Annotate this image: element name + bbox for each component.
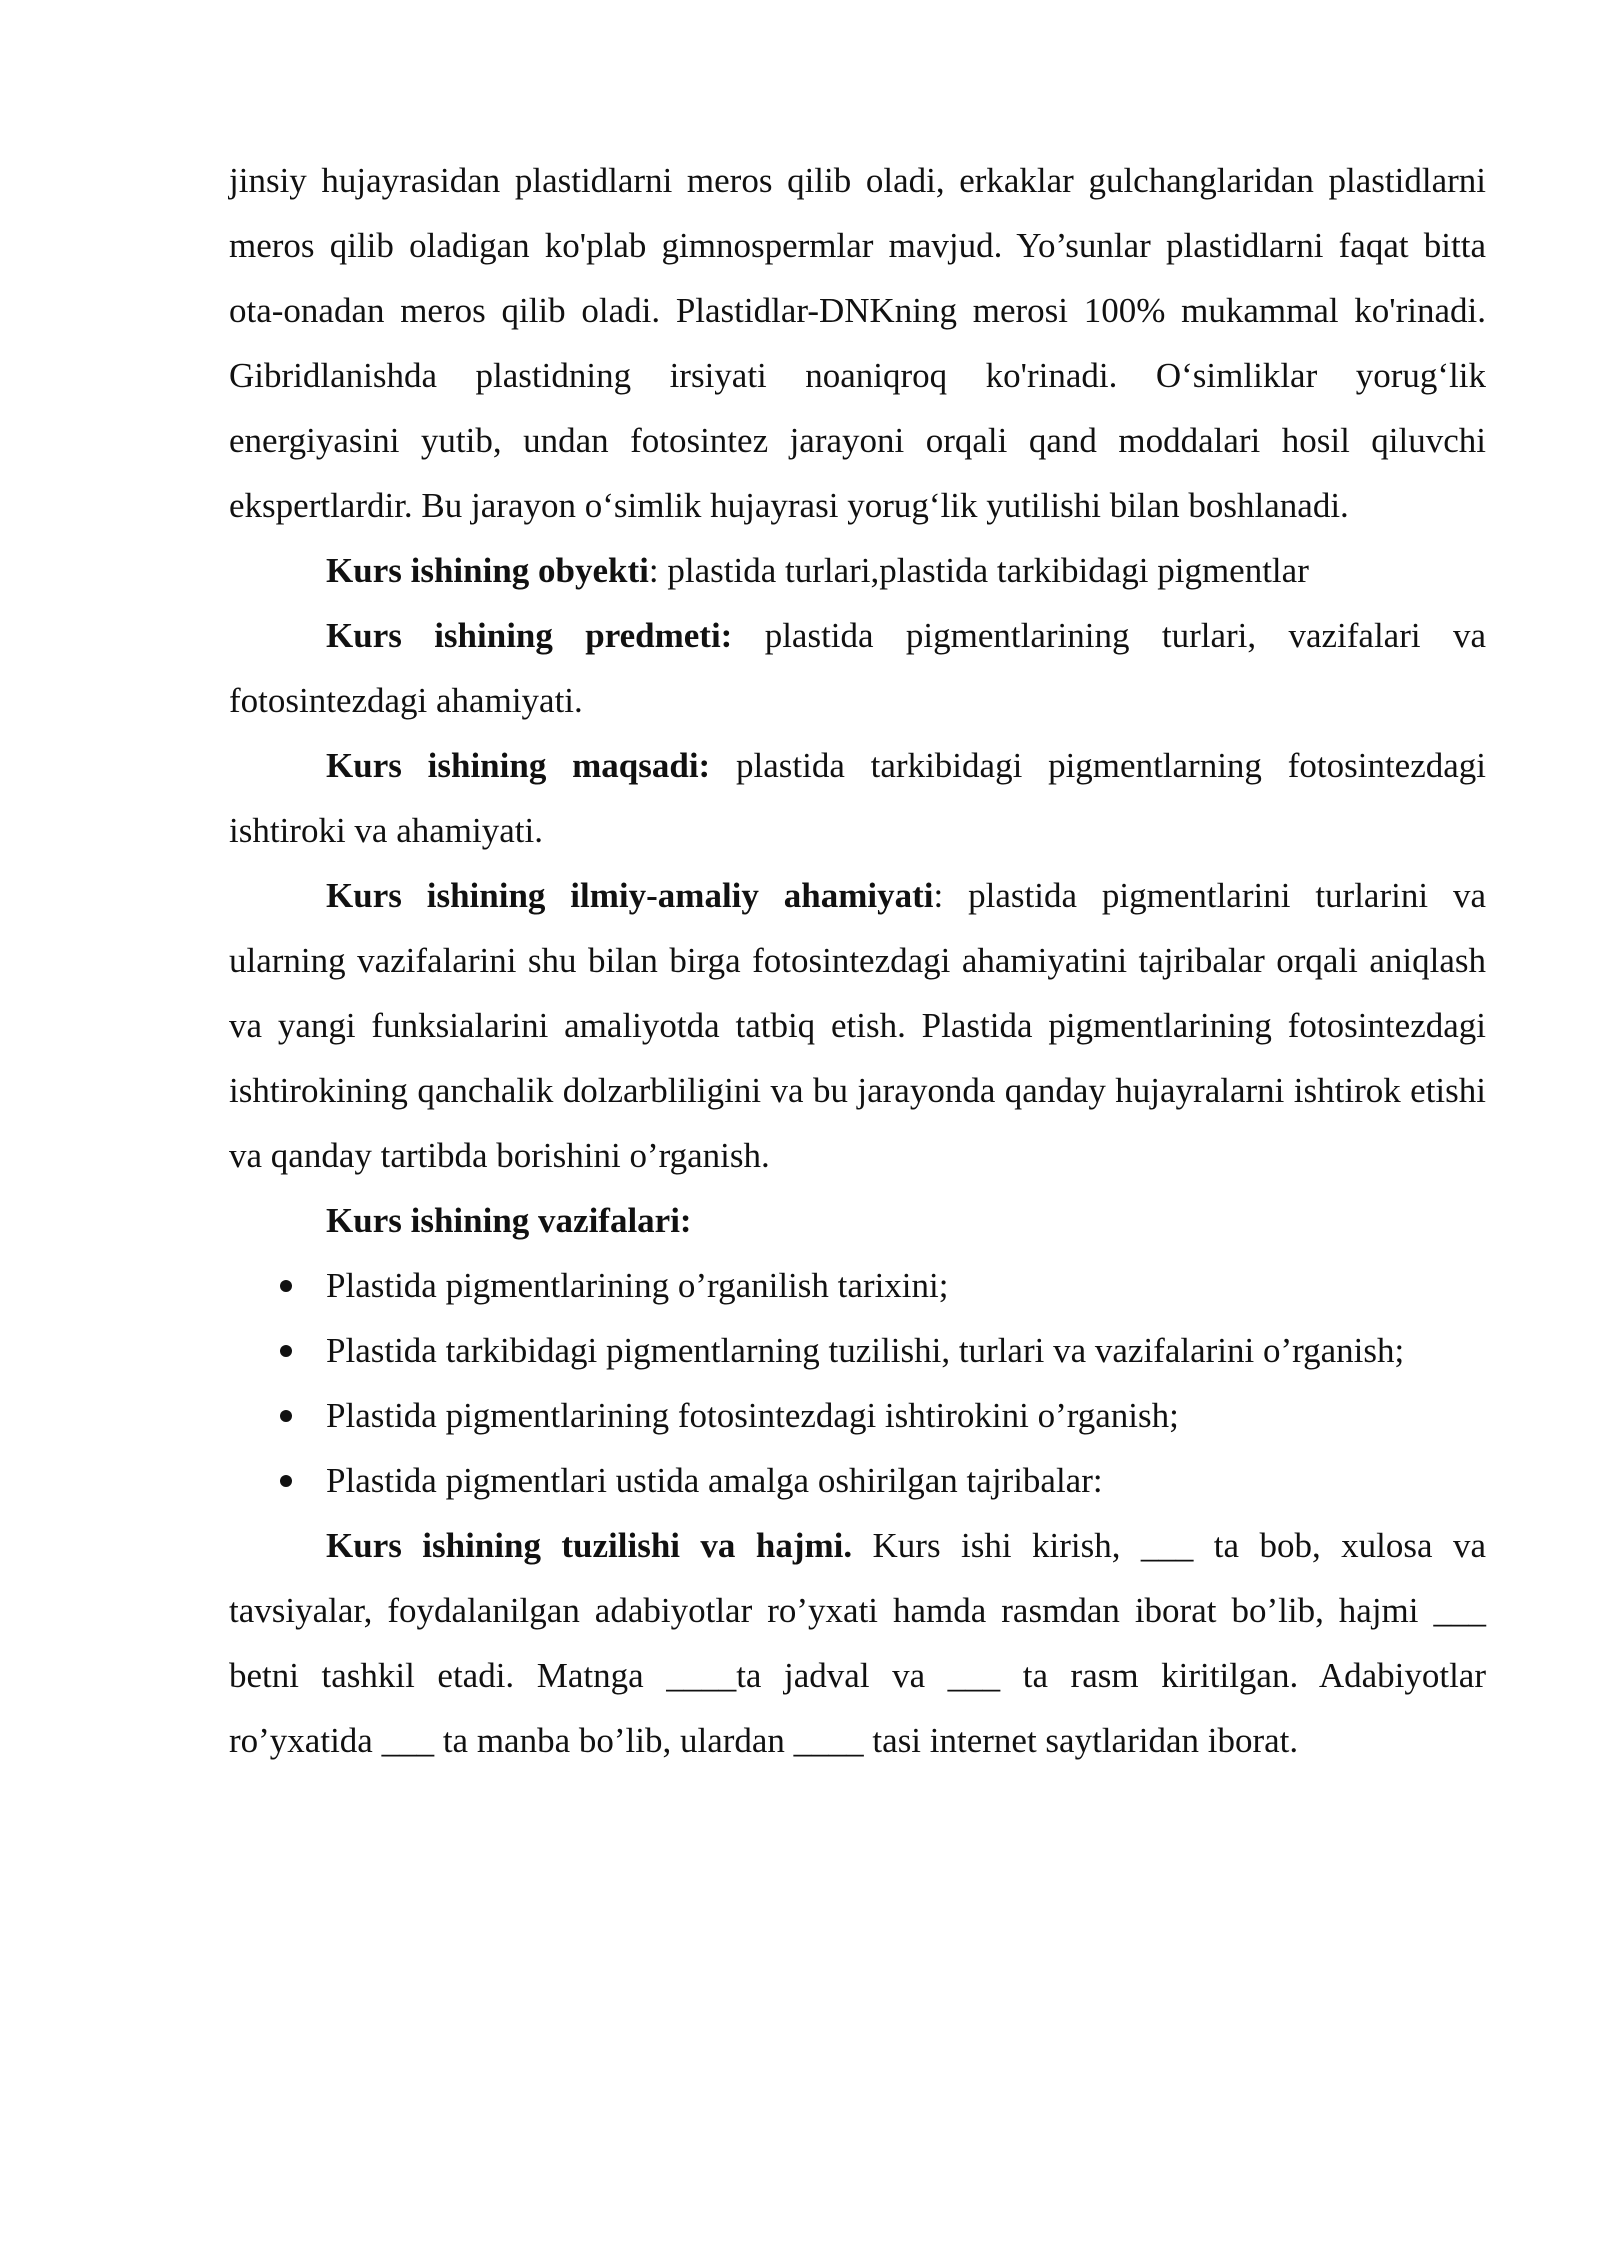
- bullet-icon: [280, 1280, 292, 1292]
- bullet-icon: [280, 1475, 292, 1487]
- list-item-text: Plastida tarkibidagi pigmentlarning tuzilishi, turlari va vazifalarini o’rganish;: [326, 1331, 1405, 1370]
- intro-paragraph: jinsiy hujayrasidan plastidlarni meros qilib oladi, erkaklar gulchanglaridan plastidlarni meros qilib oladigan ko'plab gimnospermlar mavjud. Yo’sunlar plastidlarni faqat bitta ota-onadan meros qilib oladi. Plastidlar-DNKning merosi 100% mukammal ko'rinadi. Gibridlanishda plastidning irsiyati noaniqroq ko'rinadi. O‘simliklar yorug‘lik energiyasini yutib, undan fotosintez jarayoni orqali qand moddalari hosil qiluvchi ekspertlardir. Bu jarayon o‘simlik hujayrasi yorug‘lik yutilishi bilan boshlanadi.: [229, 161, 1486, 525]
- tuzilish-text: Kurs ishi kirish, ___ ta bob, xulosa va tavsiyalar, foydalanilgan adabiyotlar ro’yxati hamda rasmdan iborat bo’lib, hajmi ___ betni tashkil etadi. Matnga ____ta jadval va ___ ta rasm kiritilgan. Adabiyotlar ro’yxatida ___ ta manba bo’lib, ulardan ____ tasi internet saytlaridan iborat.: [229, 1526, 1486, 1760]
- vazifalar-list: [229, 1253, 1486, 1513]
- obyekt-label: Kurs ishining obyekti: [326, 551, 649, 590]
- maqsad-paragraph: [229, 733, 1486, 863]
- tuzilish-label: Kurs ishining tuzilishi va hajmi.: [326, 1526, 853, 1565]
- list-item-text: Plastida pigmentlari ustida amalga oshirilgan tajribalar:: [326, 1461, 1103, 1500]
- bullet-icon: [280, 1410, 292, 1422]
- list-item: [229, 1448, 1486, 1513]
- obyekt-paragraph: [229, 538, 1486, 603]
- bullet-icon: [280, 1345, 292, 1357]
- ahamiyat-text: : plastida pigmentlarini turlarini va ularning vazifalarini shu bilan birga fotosintezdagi ahamiyatini tajribalar orqali aniqlash va yangi funksialarini amaliyotda tatbiq etish. Plastida pigmentlarining fotosintezdagi ishtirokining qanchalik dolzarbliligini va bu jarayonda qanday hujayralarni ishtirok etishi va qanday tartibda borishini o’rganish.: [229, 876, 1486, 1175]
- list-item: [229, 1318, 1486, 1383]
- maqsad-text: plastida tarkibidagi pigmentlarning fotosintezdagi ishtiroki va ahamiyati.: [229, 746, 1487, 850]
- list-item-text: Plastida pigmentlarining fotosintezdagi ishtirokini o’rganish;: [326, 1396, 1179, 1435]
- tuzilish-paragraph: [229, 1513, 1486, 1773]
- predmet-text: plastida pigmentlarining turlari, vazifalari va fotosintezdagi ahamiyati.: [229, 616, 1486, 720]
- list-item-text: Plastida pigmentlarining o’rganilish tarixini;: [326, 1266, 949, 1305]
- predmet-label: Kurs ishining predmeti:: [326, 616, 733, 655]
- vazifalar-label: Kurs ishining vazifalari:: [326, 1201, 692, 1240]
- document-page: [229, 148, 1486, 1773]
- obyekt-text: : plastida turlari,plastida tarkibidagi pigmentlar: [648, 551, 1309, 590]
- vazifalar-heading: [229, 1188, 1486, 1253]
- maqsad-label: Kurs ishining maqsadi:: [326, 746, 711, 785]
- list-item: [229, 1383, 1486, 1448]
- list-item: [229, 1253, 1486, 1318]
- ahamiyat-label: Kurs ishining ilmiy-amaliy ahamiyati: [326, 876, 934, 915]
- predmet-paragraph: [229, 603, 1486, 733]
- ahamiyat-paragraph: [229, 863, 1486, 1188]
